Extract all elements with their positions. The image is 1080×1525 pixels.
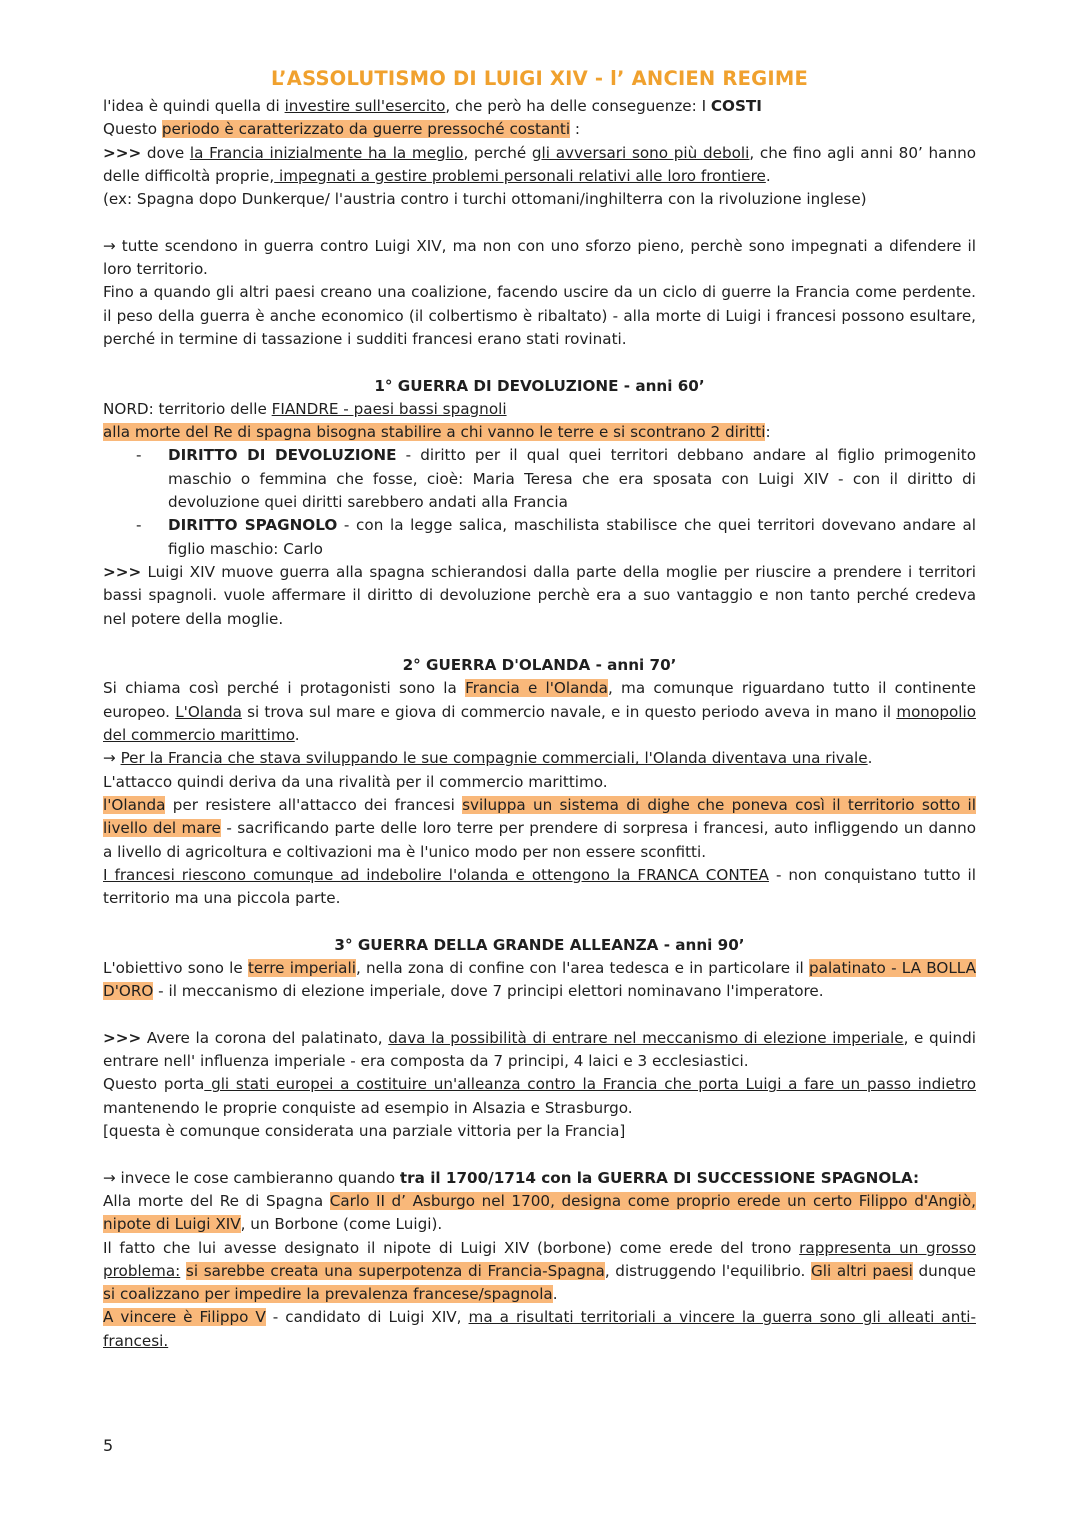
text: , perché xyxy=(463,143,532,162)
highlighted-text: si sarebbe creata una superpotenza di Francia-Spagna xyxy=(185,1261,605,1280)
text: : xyxy=(765,423,771,442)
succession-paragraph-3 xyxy=(103,1237,976,1307)
text: - con la legge salica, maschilista stabilisce che quei territori dovevano andare al figlio maschio: Carlo xyxy=(168,516,976,558)
text: , nella zona di confine con l'area tedesca e in particolare il xyxy=(355,958,809,977)
text: , che fino agli anni 80’ hanno delle difficoltà proprie, xyxy=(103,143,977,185)
highlighted-text: palatinato - LA BOLLA D'ORO xyxy=(103,958,976,1001)
text: L'obiettivo sono le xyxy=(103,958,248,977)
war2-paragraph-4 xyxy=(103,794,976,864)
text: Questo xyxy=(103,120,162,139)
text: . xyxy=(294,726,300,745)
highlighted-text: Francia e l'Olanda xyxy=(465,679,608,698)
war2-paragraph-1 xyxy=(103,677,976,747)
text: Alla morte del Re di Spagna xyxy=(103,1191,330,1210)
war1-paragraph-1 xyxy=(103,398,976,421)
war3-paragraph-1 xyxy=(103,957,976,1004)
intro-paragraph-3 xyxy=(103,142,976,189)
war2-paragraph-5 xyxy=(103,864,976,911)
document-page xyxy=(103,64,976,1353)
underlined-text: I francesi riescono comunque ad indebolire l'olanda e ottengono la FRANCA CONTEA xyxy=(103,865,769,884)
rights-list xyxy=(103,444,976,560)
section-title-war-1: 1° GUERRA DI DEVOLUZIONE - anni 60’ xyxy=(374,376,705,395)
underlined-text: la Francia inizialmente ha la meglio xyxy=(189,143,464,162)
text: l'idea è quindi quella di xyxy=(103,97,285,115)
highlighted-text: terre imperiali xyxy=(247,958,356,977)
bold-text: DIRITTO DI DEVOLUZIONE xyxy=(168,446,397,465)
arrow-marker: >>> xyxy=(103,1028,142,1047)
text: Luigi XIV muove guerra alla spagna schierandosi dalla parte della moglie per riuscire a prendere i territori bassi spagnoli. vuole affermare il diritto di devoluzione perchè era a suo vantaggio e non tanto perché credeva nel potere della moglie. xyxy=(103,562,976,628)
intro-paragraph-4: (ex: Spagna dopo Dunkerque/ l'austria contro i turchi ottomani/inghilterra con la rivoluzione inglese) xyxy=(103,190,867,209)
underlined-text: rappresenta un grosso problema: xyxy=(103,1238,976,1280)
highlighted-text: l'Olanda xyxy=(103,795,166,814)
spacer xyxy=(103,211,976,234)
spacer xyxy=(103,631,976,654)
spacer xyxy=(103,910,976,933)
succession-paragraph-1 xyxy=(103,1167,976,1190)
underlined-text: gli avversari sono più deboli xyxy=(531,143,750,162)
text: Si chiama così perché i protagonisti sono la xyxy=(103,679,466,698)
succession-paragraph-4 xyxy=(103,1306,976,1353)
text: Avere la corona del palatinato, xyxy=(141,1028,389,1047)
text: - sacrificando parte delle loro terre per prendere di sorpresa i francesi, auto infliggendo un danno a livello di agricoltura e coltivazioni ma è l'unico modo per non essere sconfitti. xyxy=(103,819,976,861)
page-number: 5 xyxy=(103,1436,114,1455)
war2-paragraph-2 xyxy=(103,747,976,770)
text: , un Borbone (come Luigi). xyxy=(240,1215,443,1234)
intro-paragraph-1 xyxy=(103,95,976,118)
war1-paragraph-3 xyxy=(103,561,976,631)
bold-text: tra il 1700/1714 con la GUERRA DI SUCCESSIONE SPAGNOLA: xyxy=(399,1168,920,1187)
highlighted-text: A vincere è Filippo V xyxy=(103,1308,266,1327)
underlined-text: gli stati europei a costituire un'alleanza contro la Francia che porta Luigi a fare un passo indietro xyxy=(204,1075,976,1094)
intro-paragraph-2 xyxy=(103,118,976,141)
text: → invece le cose cambieranno quando xyxy=(103,1168,400,1187)
spacer xyxy=(103,1004,976,1027)
text: , distruggendo l'equilibrio. xyxy=(604,1261,811,1280)
highlighted-text: Gli altri paesi xyxy=(810,1261,913,1280)
spacer xyxy=(103,1143,976,1166)
bold-text: DIRITTO SPAGNOLO xyxy=(168,516,338,535)
text: Il fatto che lui avesse designato il nipote di Luigi XIV (borbone) come erede del trono xyxy=(103,1238,800,1257)
highlighted-text: si coalizzano per impedire la prevalenza francese/spagnola xyxy=(103,1285,553,1304)
war1-paragraph-2 xyxy=(103,421,976,444)
text: - diritto per il qual quei territori debbano andare al figlio primogenito maschio o femmina che fosse, cioè: Maria Teresa che era sposata con Luigi XIV - con il diritto di devoluzione quei diritti sarebbero andati alla Francia xyxy=(168,446,976,512)
highlighted-text: Carlo II d’ Asburgo nel 1700, designa come proprio erede un certo Filippo d'Angiò, nipote di Luigi XIV xyxy=(103,1191,976,1234)
war2-paragraph-3: L'attacco quindi deriva da una rivalità per il commercio marittimo. xyxy=(103,772,608,791)
highlighted-text: alla morte del Re di spagna bisogna stabilire a chi vanno le terre e si scontrano 2 diritti xyxy=(103,423,766,442)
text: . xyxy=(765,166,771,185)
highlighted-text: sviluppa un sistema di dighe che poneva così il territorio sotto il livello del mare xyxy=(103,795,976,838)
text: . xyxy=(552,1285,558,1304)
underlined-text: ma a risultati territoriali a vincere la guerra sono gli alleati anti-francesi. xyxy=(103,1308,976,1350)
text: NORD: territorio delle xyxy=(103,399,272,418)
spacer xyxy=(103,351,976,374)
war3-paragraph-2 xyxy=(103,1027,976,1074)
underlined-text: dava la possibilità di entrare nel meccanismo di elezione imperiale xyxy=(388,1028,904,1047)
text: : xyxy=(570,120,581,139)
succession-paragraph-2 xyxy=(103,1190,976,1237)
text: per resistere all'attacco dei francesi xyxy=(165,795,463,814)
text: . xyxy=(867,749,873,768)
highlighted-text: periodo è caratterizzato da guerre pressoché costanti xyxy=(161,120,571,139)
text: , ma comunque riguardano tutto il continente europeo. xyxy=(103,679,976,721)
text: mantenendo le proprie conquiste ad esempio in Alsazia e Strasburgo. xyxy=(103,1098,633,1117)
section-title-war-3: 3° GUERRA DELLA GRANDE ALLEANZA - anni 90’ xyxy=(334,935,745,954)
underlined-text: L'Olanda xyxy=(175,702,242,721)
text: - non conquistano tutto il territorio ma una piccola parte. xyxy=(103,865,976,908)
underlined-text: Per la Francia che stava sviluppando le sue compagnie commerciali, l'Olanda diventava una rivale xyxy=(120,749,868,768)
intro-paragraph-6: Fino a quando gli altri paesi creano una coalizione, facendo uscire da un ciclo di guerre la Francia come perdente. il peso della guerra è anche economico (il colbertismo è ribaltato) - alla morte di Luigi i francesi possono esultare, perché in termine di tassazione i sudditi francesi erano stati rovinati. xyxy=(103,283,976,348)
intro-paragraph-5: → tutte scendono in guerra contro Luigi XIV, ma non con uno sforzo pieno, perchè sono impegnati a difendere il loro territorio. xyxy=(103,236,976,279)
underlined-text: FIANDRE - paesi bassi spagnoli xyxy=(271,399,507,418)
bold-text: COSTI xyxy=(710,97,762,115)
underlined-text: monopolio del commercio marittimo xyxy=(103,702,976,745)
section-title-war-2: 2° GUERRA D'OLANDA - anni 70’ xyxy=(402,656,677,675)
war3-paragraph-4: [questa è comunque considerata una parziale vittoria per la Francia] xyxy=(103,1122,626,1141)
text: , che però ha delle conseguenze: I xyxy=(445,97,711,115)
text: dove xyxy=(141,143,190,162)
text: - il meccanismo di elezione imperiale, dove 7 principi elettori nominavano l'imperatore. xyxy=(153,982,824,1001)
list-item xyxy=(103,514,976,561)
page-title: L’ASSOLUTISMO DI LUIGI XIV - l’ ANCIEN REGIME xyxy=(271,67,808,90)
text: si trova sul mare e giova di commercio navale, e in questo periodo aveva in mano il xyxy=(241,702,897,721)
text: - candidato di Luigi XIV, xyxy=(265,1308,469,1327)
war3-paragraph-3 xyxy=(103,1073,976,1120)
underlined-text: impegnati a gestire problemi personali relativi alle loro frontiere xyxy=(274,166,766,185)
underlined-text: investire sull'esercito xyxy=(284,97,446,115)
text: , e quindi entrare nell' influenza imperiale - era composta da 7 principi, 4 laici e 3 ecclesiastici. xyxy=(103,1028,977,1071)
arrow-marker: >>> xyxy=(103,562,142,581)
arrow-marker: >>> xyxy=(103,143,142,162)
text: → xyxy=(103,749,121,768)
text: Questo porta xyxy=(103,1075,205,1094)
text: dunque xyxy=(912,1261,977,1280)
list-item xyxy=(103,444,976,514)
